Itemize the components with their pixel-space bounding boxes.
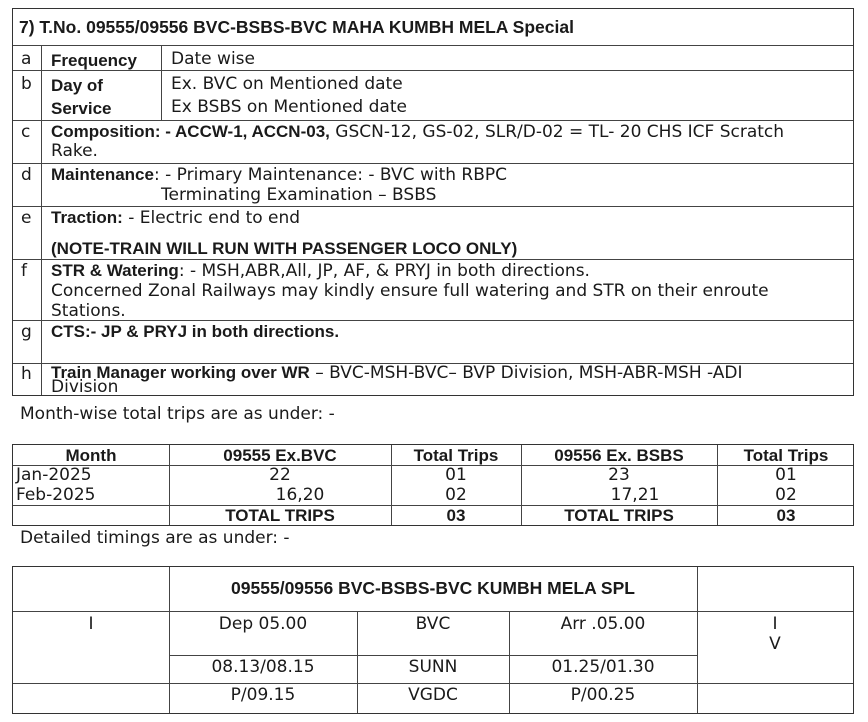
header-09555: 09555 Ex.BVC [223,446,337,465]
header-09556: 09556 Ex. BSBS [554,446,684,465]
str-watering-value: : - MSH,ABR,All, JP, AF, & PRYJ in both directions. [178,261,590,281]
train-manager-line [51,363,743,383]
table-row-month: Feb-2025 [16,485,96,505]
table-row-trips-1: 01 [445,465,467,485]
train-manager-label: Train Manager working over WR [51,363,310,382]
traction-label: Traction: [51,208,123,227]
total-trips-value-2: 03 [776,506,796,525]
timing-cell-station: BVC [415,614,451,634]
section-title: 7) T.No. 09555/09556 BVC-BSBS-BVC MAHA KUMBH MELA Special [19,17,574,37]
train-manager-value-2: Division [51,377,119,397]
timing-cell-arr: 01.25/01.30 [551,657,655,677]
composition-label: Composition: - ACCW-1, ACCN-03, [51,122,330,141]
maintenance-value-2: Terminating Examination – BSBS [161,185,437,205]
table-row-month: Jan-2025 [16,465,92,485]
traction-line [51,208,300,228]
str-watering-value-2: Concerned Zonal Railways may kindly ensure full watering and STR on their enroute [51,281,769,301]
row-divider [13,70,853,71]
frequency-label: Frequency [51,51,137,70]
timing-cell-dep: 08.13/08.15 [211,657,315,677]
timing-cell-arr: P/00.25 [570,685,636,705]
maintenance-line [51,165,507,185]
row-letter-h: h [21,364,32,384]
row-divider [13,206,853,207]
total-trips-label-1: TOTAL TRIPS [225,506,335,525]
table-row-09555: 22 [269,465,291,485]
column-divider [161,45,162,120]
row-letter-b: b [21,74,32,94]
table-row-09556: 17,21 [610,485,660,505]
traction-note: (NOTE-TRAIN WILL RUN WITH PASSENGER LOCO ONLY) [51,239,518,258]
timing-cell-station: SUNN [408,657,458,677]
composition-line [51,122,784,142]
row-letter-d: d [21,165,32,185]
timings-table [12,566,854,714]
row-divider [13,45,853,46]
timing-title: 09555/09556 BVC-BSBS-BVC KUMBH MELA SPL [231,578,635,598]
row-divider [13,611,853,612]
traction-value: - Electric end to end [122,208,301,228]
timing-cell-dep: P/09.15 [230,685,296,705]
maintenance-label: Maintenance [51,165,154,184]
timing-cell-station: VGDC [408,685,458,705]
monthly-trips-table [12,444,854,526]
header-month: Month [65,446,117,465]
row-letter-a: a [21,49,32,69]
maintenance-value: : - Primary Maintenance: - BVC with RBPC [153,165,508,185]
left-marker: I [88,614,94,634]
row-divider [13,163,853,164]
row-divider [13,259,853,260]
header-total-trips-1: Total Trips [413,446,499,465]
str-watering-line [51,261,590,281]
composition-value-2: Rake. [51,141,98,161]
table-row-09555: 16,20 [275,485,325,505]
train-manager-value: – BVC-MSH-BVC– BVP Division, MSH-ABR-MSH -ADI [309,363,743,383]
row-divider [13,320,853,321]
timing-intro: Detailed timings are as under: - [20,528,290,548]
str-watering-label: STR & Watering [51,261,179,280]
row-divider [169,655,697,656]
day-of-service-label-2: Service [51,99,112,118]
total-trips-value-1: 03 [446,506,466,525]
timing-cell-dep: Dep 05.00 [218,614,308,634]
total-trips-label-2: TOTAL TRIPS [564,506,674,525]
header-total-trips-2: Total Trips [743,446,829,465]
timing-cell-arr: Arr .05.00 [560,614,646,634]
table-row-trips-2: 01 [775,465,797,485]
row-letter-c: c [21,122,31,142]
right-marker-2: V [769,634,781,654]
row-divider [13,120,853,121]
table-row-trips-1: 02 [445,485,467,505]
row-letter-e: e [21,208,32,228]
table-row-09556: 23 [608,465,630,485]
day-of-service-label-1: Day of [51,76,103,95]
str-watering-value-3: Stations. [51,301,126,321]
frequency-value: Date wise [171,49,255,69]
cts-label: CTS:- JP & PRYJ in both directions. [51,322,340,341]
service-info-table [12,8,854,396]
day-of-service-value-2: Ex BSBS on Mentioned date [171,97,407,117]
day-of-service-value-1: Ex. BVC on Mentioned date [171,74,403,94]
column-divider [41,45,42,395]
row-divider [13,683,853,684]
composition-value: GSCN-12, GS-02, SLR/D-02 = TL- 20 CHS ICF Scratch [329,122,785,142]
table-row-trips-2: 02 [775,485,797,505]
trips-intro: Month-wise total trips are as under: - [20,404,335,424]
right-marker-1: I [772,614,778,634]
row-letter-g: g [21,322,32,342]
row-letter-f: f [21,261,27,281]
